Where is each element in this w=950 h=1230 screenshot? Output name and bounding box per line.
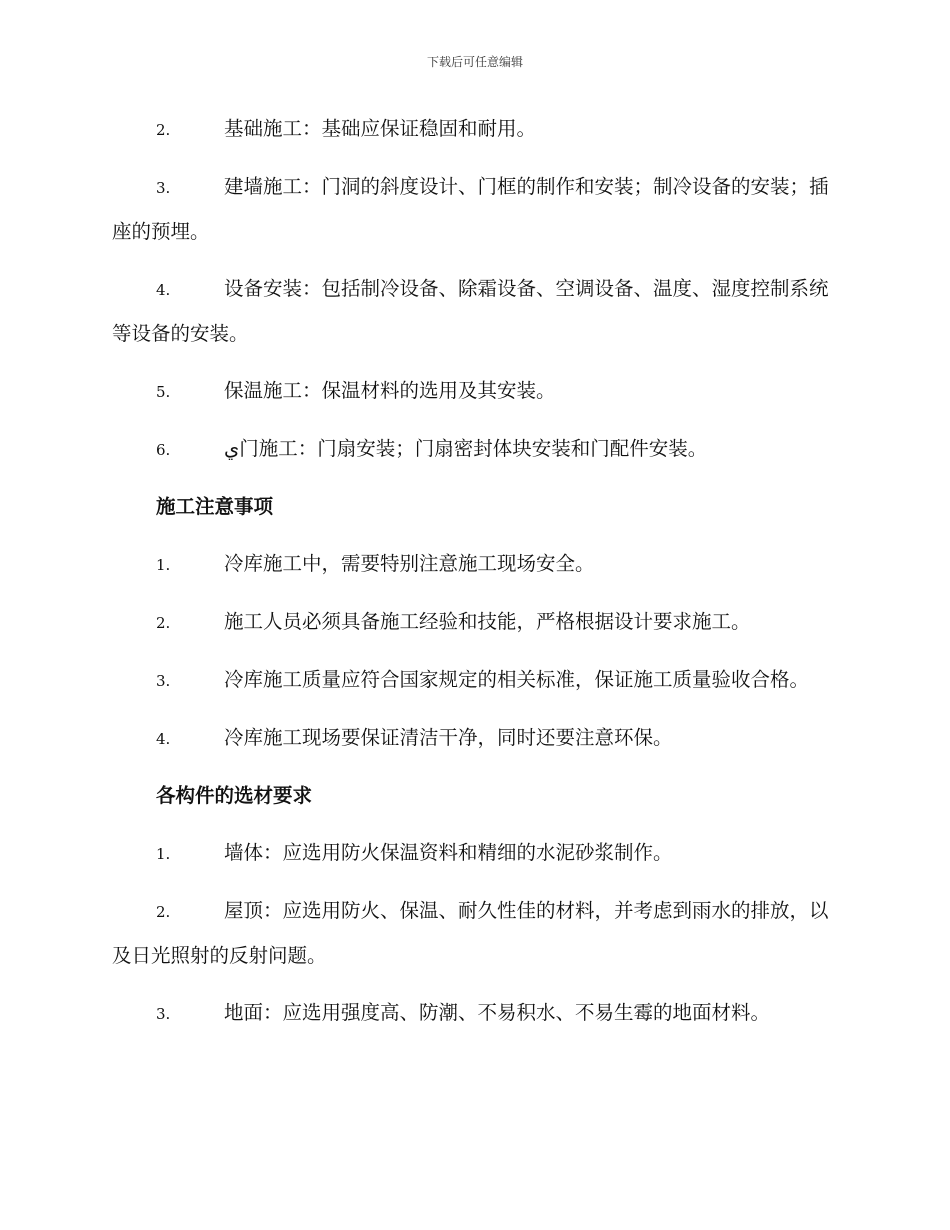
item-text: 保温施工：保温材料的选用及其安装。: [224, 379, 556, 402]
item-number: 6.: [156, 441, 171, 459]
item-text: 施工人员必须具备施工经验和技能，严格根据设计要求施工。: [224, 610, 751, 633]
item-text: 冷库施工现场要保证清洁干净，同时还要注意环保。: [224, 726, 673, 749]
item-text: 基础施工：基础应保证稳固和耐用。: [224, 117, 537, 140]
item-number: 1.: [156, 556, 171, 574]
section-heading: 各构件的选材要求: [156, 784, 313, 807]
section-heading: 施工注意事项: [156, 495, 274, 518]
item-number: 2.: [156, 121, 171, 139]
item-number: 2.: [156, 903, 171, 921]
list-item: [112, 831, 832, 876]
list-item: [112, 542, 832, 587]
item-text: ي门施工：门扇安装；门扇密封体块安装和门配件安装。: [224, 437, 708, 460]
list-item: [112, 107, 832, 152]
list-item: [112, 267, 832, 356]
page-header: 下载后可任意编辑: [426, 55, 523, 69]
document-body: [112, 107, 832, 1049]
list-item: [112, 889, 832, 978]
list-item: [112, 658, 832, 703]
item-number: 2.: [156, 614, 171, 632]
item-number: 4.: [156, 730, 171, 748]
item-text: 冷库施工中，需要特别注意施工现场安全。: [224, 552, 595, 575]
list-item: [112, 165, 832, 254]
list-item: [112, 369, 832, 414]
item-number: 4.: [156, 281, 171, 299]
item-text: 建墙施工：门洞的斜度设计、门框的制作和安装；制冷设备的安装；插座的预埋。: [112, 175, 829, 243]
item-text: 屋顶：应选用防火、保温、耐久性佳的材料，并考虑到雨水的排放，以及日光照射的反射问题。: [112, 899, 829, 967]
item-number: 3.: [156, 672, 171, 690]
item-number: 3.: [156, 1005, 171, 1023]
list-item: [112, 991, 832, 1036]
item-number: 3.: [156, 179, 171, 197]
list-item: [112, 427, 832, 472]
item-text: 设备安装：包括制冷设备、除霜设备、空调设备、温度、湿度控制系统等设备的安装。: [112, 277, 829, 345]
item-text: 地面：应选用强度高、防潮、不易积水、不易生霉的地面材料。: [224, 1001, 771, 1024]
item-number: 1.: [156, 845, 171, 863]
item-text: 冷库施工质量应符合国家规定的相关标准，保证施工质量验收合格。: [224, 668, 810, 691]
item-number: 5.: [156, 383, 171, 401]
list-item: [112, 716, 832, 761]
list-item: [112, 600, 832, 645]
item-text: 墙体：应选用防火保温资料和精细的水泥砂浆制作。: [224, 841, 673, 864]
